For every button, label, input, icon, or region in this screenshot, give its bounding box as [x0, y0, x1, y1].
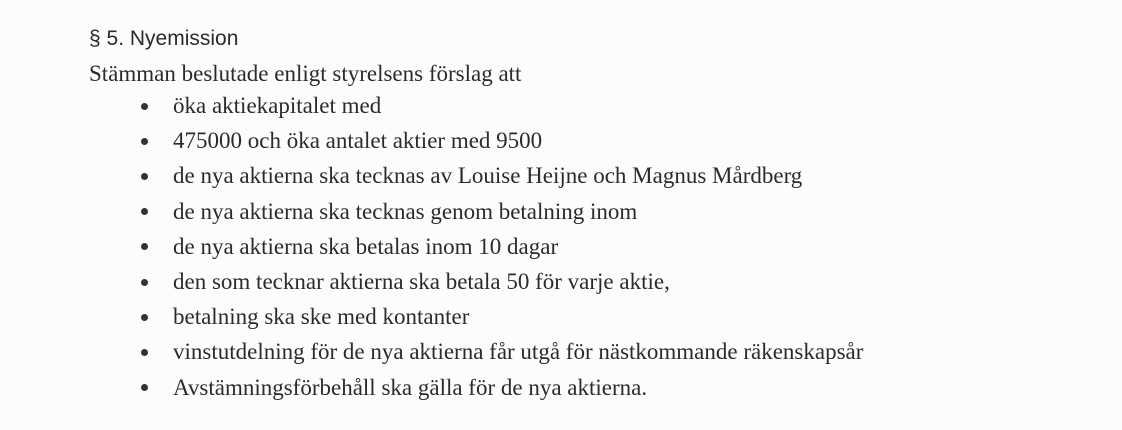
bullet-icon — [141, 384, 148, 391]
list-item-text: öka aktiekapitalet med — [173, 93, 382, 118]
list-item-text: betalning ska ske med kontanter — [173, 304, 470, 330]
list-item-text: 475000 och öka antalet aktier med 9500 — [173, 128, 543, 154]
section-heading: § 5. Nyemission — [89, 27, 239, 50]
list-item-text: de nya aktierna ska tecknas av Louise Heijne och Magnus Mårdberg — [173, 163, 803, 189]
bullet-icon — [141, 279, 148, 286]
bullet-icon — [141, 138, 148, 145]
bullet-icon — [141, 314, 148, 321]
bullet-icon — [141, 173, 148, 180]
list-item-text: vinstutdelning för de nya aktierna får utgå för nästkommande räkenskapsår — [173, 339, 864, 365]
bullet-icon — [141, 243, 148, 250]
bullet-icon — [141, 208, 148, 215]
list-item-text: de nya aktierna ska betalas inom 10 dagar — [173, 233, 559, 259]
section-intro: Stämman beslutade enligt styrelsens förslag att — [89, 61, 522, 86]
list-item-text: Avstämningsförbehåll ska gälla för de nya aktierna. — [173, 374, 648, 400]
bullet-icon — [141, 103, 148, 110]
list-item-text: den som tecknar aktierna ska betala 50 för varje aktie, — [173, 268, 670, 294]
bullet-icon — [141, 349, 148, 356]
list-item-text: de nya aktierna ska tecknas genom betalning inom — [173, 198, 638, 224]
